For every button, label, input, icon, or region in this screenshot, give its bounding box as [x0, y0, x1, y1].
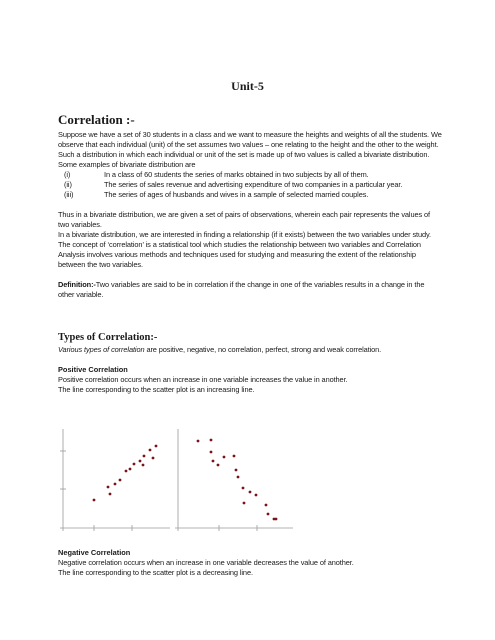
- scatter-point: [212, 460, 215, 463]
- scatter-point: [139, 460, 142, 463]
- scatter-point: [107, 486, 110, 489]
- scatter-point: [265, 504, 268, 507]
- types-intro-italic: Various types of correlation: [58, 345, 145, 354]
- scatter-point: [210, 439, 213, 442]
- main-content: [58, 112, 442, 395]
- scatter-point: [255, 494, 258, 497]
- positive-scatter-points: [93, 445, 158, 502]
- scatter-point: [109, 493, 112, 496]
- list-item-text: The series of ages of husbands and wives in a sample of selected married couples.: [104, 190, 369, 199]
- scatter-point: [142, 464, 145, 467]
- types-heading: Types of Correlation:-: [58, 332, 158, 343]
- correlation-heading: Correlation :-: [58, 112, 135, 127]
- definition-text: Two variables are said to be in correlation if the change in one of the variables results in a change in the other variable.: [58, 280, 425, 299]
- positive-correlation-heading: Positive Correlation: [58, 365, 128, 374]
- negative-correlation-section: [58, 548, 442, 578]
- scatter-point: [152, 457, 155, 460]
- bivariate-paragraph: Thus in a bivariate distribution, we are given a set of pairs of observations, wherein each pair represents the values of two variables.: [58, 210, 431, 229]
- scatter-point: [249, 491, 252, 494]
- scatter-point: [129, 468, 132, 471]
- scatter-point: [243, 502, 246, 505]
- negative-scatter-points: [197, 439, 278, 521]
- scatter-point: [267, 513, 270, 516]
- scatter-point: [233, 455, 236, 458]
- list-item-number: (iii): [64, 190, 74, 199]
- negative-line-2: The line corresponding to the scatter plot is a decreasing line.: [58, 568, 253, 577]
- scatter-point: [149, 449, 152, 452]
- scatter-point: [217, 464, 220, 467]
- list-item-text: In a class of 60 students the series of marks obtained in two subjects by all of them.: [104, 170, 369, 179]
- list-item-number: (ii): [64, 180, 72, 189]
- examples-list: [58, 170, 442, 200]
- scatter-point: [155, 445, 158, 448]
- definition-paragraph: [58, 280, 442, 300]
- positive-line-1: Positive correlation occurs when an increase in one variable increases the value in another.: [58, 375, 348, 384]
- scatter-figures-svg: [58, 427, 298, 537]
- scatter-point: [93, 499, 96, 502]
- list-item: [58, 190, 442, 200]
- scatter-point: [210, 451, 213, 454]
- negative-line-1: Negative correlation occurs when an increase in one variable decreases the value of another.: [58, 558, 354, 567]
- scatter-point: [223, 456, 226, 459]
- scatter-point: [133, 463, 136, 466]
- unit-title: Unit-5: [231, 79, 264, 93]
- correlation-intro: Suppose we have a set of 30 students in a class and we want to measure the heights and weights of all the students. We observe that each individual (unit) of the set assumes two values – one relating to the height and the other to the weight. Such a distribution in which each individual or unit of the set is made up of two values is called a bivariate distribution. Some examples of bivariate distribution are: [58, 130, 442, 169]
- scatter-point: [197, 440, 200, 443]
- scatter-point: [119, 479, 122, 482]
- scatter-point: [242, 487, 245, 490]
- types-intro-rest: are positive, negative, no correlation, perfect, strong and weak correlation.: [144, 345, 382, 354]
- scatter-point: [125, 470, 128, 473]
- list-item: [58, 180, 442, 190]
- list-item: [58, 170, 442, 180]
- definition-label: Definition:-: [58, 280, 96, 289]
- scatter-point: [143, 455, 146, 458]
- scatter-point: [237, 476, 240, 479]
- list-item-number: (i): [64, 170, 71, 179]
- scatter-point: [114, 483, 117, 486]
- negative-correlation-heading: Negative Correlation: [58, 548, 131, 557]
- positive-line-2: The line corresponding to the scatter plot is an increasing line.: [58, 385, 255, 394]
- types-intro: [58, 345, 442, 355]
- scatter-point: [235, 469, 238, 472]
- list-item-text: The series of sales revenue and advertising expenditure of two companies in a particular year.: [104, 180, 403, 189]
- scatter-point: [275, 518, 278, 521]
- scatter-figures: [58, 427, 298, 537]
- correlation-concept-paragraph: In a bivariate distribution, we are interested in finding a relationship (if it exists) between the two variables under study. The concept of ‘correlation’ is a statistical tool which studies the relationship between two variables and Correlation Analysis involves various methods and techniques used for studying and measuring the extent of the relationship between the two variables.: [58, 230, 432, 269]
